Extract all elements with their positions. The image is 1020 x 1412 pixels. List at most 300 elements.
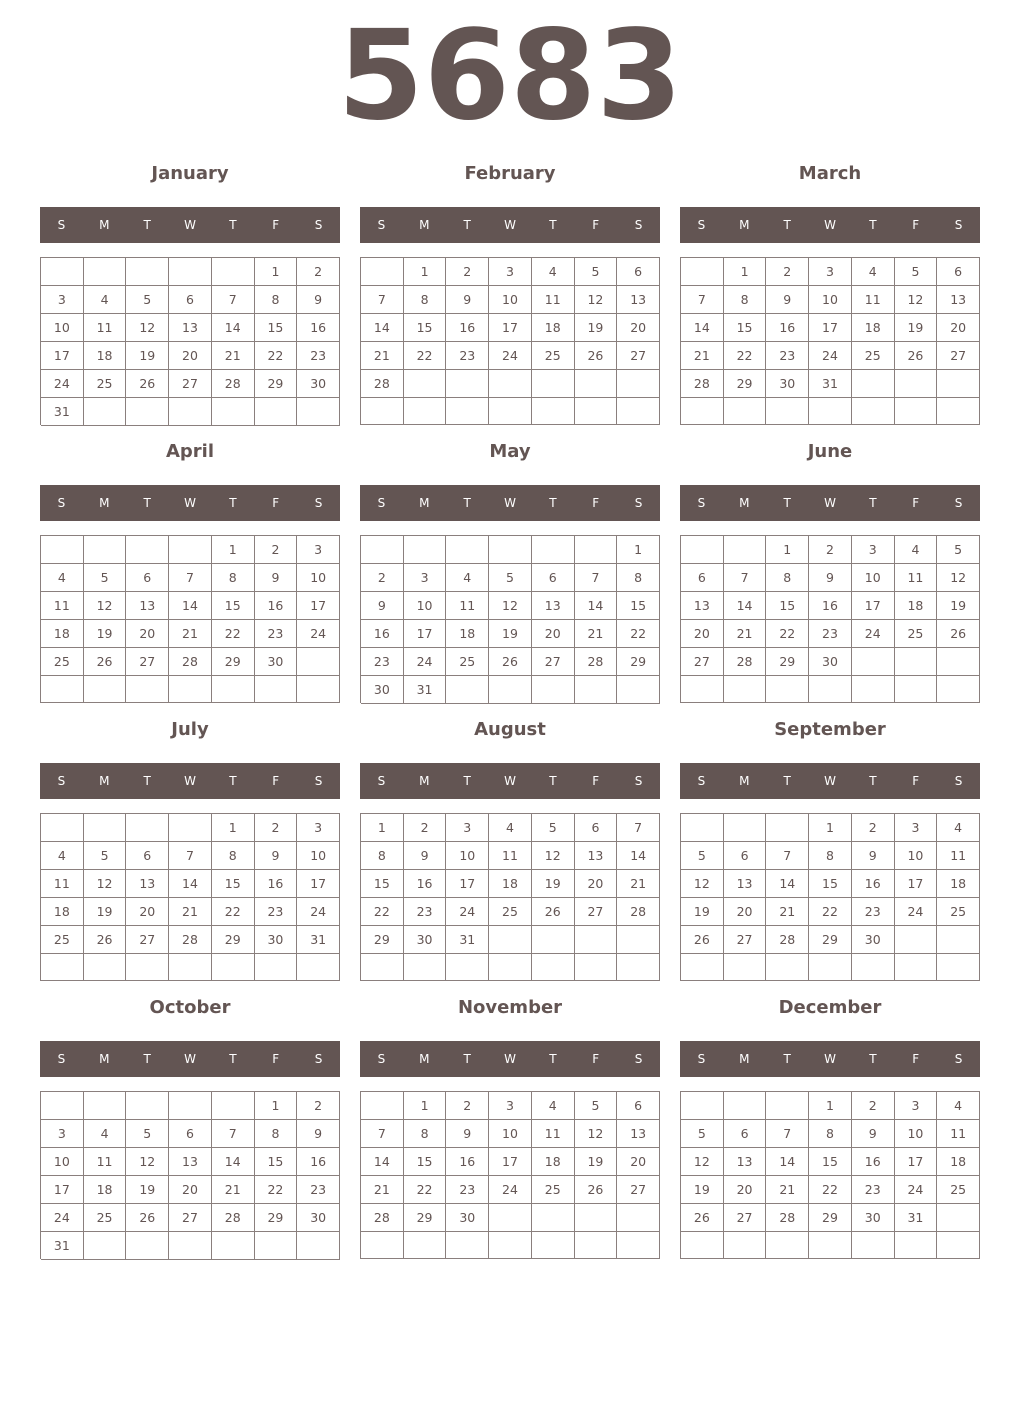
day-cell: 23 [809,620,852,648]
empty-cell [724,676,767,703]
empty-cell [937,1204,980,1232]
weekday-label: M [419,496,430,510]
empty-cell [937,398,980,425]
weekday-label: W [504,218,516,232]
day-grid [680,535,980,703]
weekday-label: S [57,218,66,232]
day-cell: 3 [489,1092,532,1120]
empty-cell [126,1092,169,1120]
day-cell: 19 [575,1148,618,1176]
day-cell: 28 [212,370,255,398]
day-cell: 8 [255,286,298,314]
day-cell: 1 [255,258,298,286]
day-cell: 17 [489,1148,532,1176]
day-cell: 24 [895,1176,938,1204]
day-cell: 2 [255,814,298,842]
day-cell: 22 [617,620,660,648]
day-cell: 25 [84,1204,127,1232]
day-cell: 5 [84,564,127,592]
day-cell: 10 [404,592,447,620]
empty-cell [255,398,298,426]
weekday-label: F [272,496,280,510]
day-cell: 9 [446,286,489,314]
day-cell: 31 [809,370,852,398]
day-cell: 24 [489,342,532,370]
day-cell: 27 [724,1204,767,1232]
empty-cell [809,954,852,981]
day-cell: 11 [84,314,127,342]
weekday-label: T [229,496,237,510]
weekday-header [360,485,660,521]
weekday-label: W [504,774,516,788]
weekday-label: W [184,1052,196,1066]
day-cell: 24 [41,370,84,398]
day-cell: 23 [297,1176,340,1204]
weekday-label: M [419,1052,430,1066]
empty-cell [489,926,532,954]
day-cell: 6 [617,258,660,286]
day-cell: 28 [766,1204,809,1232]
day-cell: 3 [895,814,938,842]
empty-cell [297,1232,340,1260]
empty-cell [575,398,618,425]
day-cell: 10 [489,1120,532,1148]
day-cell: 16 [766,314,809,342]
weekday-label: S [634,774,643,788]
weekday-label: T [783,218,791,232]
day-cell: 3 [297,536,340,564]
weekday-label: T [783,1052,791,1066]
day-cell: 12 [681,870,724,898]
empty-cell [126,536,169,564]
day-cell: 22 [766,620,809,648]
day-cell: 16 [361,620,404,648]
day-cell: 8 [766,564,809,592]
day-cell: 10 [297,842,340,870]
day-cell: 13 [126,870,169,898]
weekday-label: W [504,1052,516,1066]
empty-cell [532,1232,575,1259]
weekday-label: S [377,774,386,788]
weekday-label: F [592,1052,600,1066]
day-cell: 2 [852,1092,895,1120]
day-cell: 12 [575,1120,618,1148]
day-cell: 15 [809,1148,852,1176]
day-grid [40,257,340,425]
empty-cell [681,676,724,703]
day-cell: 23 [255,620,298,648]
day-cell: 4 [41,564,84,592]
weekday-label: S [57,496,66,510]
day-grid [680,813,980,981]
day-cell: 10 [297,564,340,592]
empty-cell [575,926,618,954]
day-cell: 5 [681,1120,724,1148]
empty-cell [937,926,980,954]
day-cell: 2 [297,1092,340,1120]
day-cell: 17 [404,620,447,648]
empty-cell [895,648,938,676]
weekday-label: S [697,496,706,510]
day-cell: 29 [255,1204,298,1232]
day-cell: 14 [575,592,618,620]
day-cell: 19 [126,342,169,370]
day-cell: 24 [297,898,340,926]
day-cell: 14 [212,1148,255,1176]
day-cell: 1 [212,536,255,564]
empty-cell [84,814,127,842]
day-cell: 7 [766,1120,809,1148]
empty-cell [126,398,169,426]
day-grid [360,1091,660,1259]
day-cell: 9 [404,842,447,870]
weekday-label: T [783,774,791,788]
day-cell: 25 [41,926,84,954]
empty-cell [766,954,809,981]
weekday-label: S [57,774,66,788]
day-cell: 20 [532,620,575,648]
empty-cell [255,954,298,981]
day-cell: 11 [446,592,489,620]
day-cell: 7 [361,1120,404,1148]
day-cell: 28 [766,926,809,954]
day-cell: 25 [41,648,84,676]
empty-cell [446,536,489,564]
empty-cell [41,814,84,842]
day-cell: 10 [446,842,489,870]
day-cell: 13 [126,592,169,620]
day-cell: 12 [532,842,575,870]
day-cell: 30 [852,1204,895,1232]
empty-cell [532,954,575,981]
day-cell: 7 [724,564,767,592]
weekday-header [680,485,980,521]
month-title: December [778,997,882,1018]
weekday-header [360,763,660,799]
day-cell: 19 [84,898,127,926]
empty-cell [84,1092,127,1120]
day-cell: 2 [766,258,809,286]
empty-cell [617,370,660,398]
day-cell: 19 [681,898,724,926]
month-title: April [165,441,215,462]
day-cell: 13 [575,842,618,870]
day-cell: 6 [169,286,212,314]
day-cell: 16 [297,314,340,342]
day-cell: 19 [532,870,575,898]
day-cell: 18 [937,870,980,898]
empty-cell [852,1232,895,1259]
day-cell: 3 [446,814,489,842]
day-cell: 7 [766,842,809,870]
empty-cell [84,258,127,286]
day-grid [360,813,660,981]
empty-cell [809,676,852,703]
day-cell: 7 [681,286,724,314]
day-cell: 20 [724,898,767,926]
day-cell: 26 [895,342,938,370]
day-cell: 14 [681,314,724,342]
day-cell: 28 [361,370,404,398]
day-cell: 25 [532,1176,575,1204]
weekday-label: S [954,774,963,788]
day-cell: 22 [809,898,852,926]
day-cell: 12 [575,286,618,314]
day-cell: 7 [361,286,404,314]
day-cell: 14 [766,1148,809,1176]
day-cell: 7 [169,564,212,592]
day-cell: 7 [212,286,255,314]
empty-cell [361,1092,404,1120]
day-cell: 9 [255,842,298,870]
day-cell: 19 [126,1176,169,1204]
empty-cell [852,370,895,398]
empty-cell [126,258,169,286]
day-cell: 24 [809,342,852,370]
day-cell: 10 [895,1120,938,1148]
weekday-header [360,1041,660,1077]
day-cell: 23 [446,342,489,370]
weekday-label: W [184,774,196,788]
day-cell: 27 [126,648,169,676]
weekday-label: W [184,218,196,232]
weekday-label: S [954,218,963,232]
day-cell: 13 [532,592,575,620]
weekday-label: F [912,218,920,232]
empty-cell [766,1092,809,1120]
empty-cell [852,398,895,425]
day-cell: 14 [361,1148,404,1176]
day-cell: 6 [532,564,575,592]
day-cell: 28 [681,370,724,398]
day-cell: 21 [212,1176,255,1204]
weekday-label: M [739,218,750,232]
day-cell: 29 [724,370,767,398]
day-grid [40,1091,340,1259]
day-cell: 13 [937,286,980,314]
day-cell: 23 [852,898,895,926]
empty-cell [532,398,575,425]
day-cell: 3 [297,814,340,842]
empty-cell [681,258,724,286]
day-cell: 13 [169,314,212,342]
weekday-label: T [463,1052,471,1066]
weekday-header [40,207,340,243]
month-title: September [774,719,886,740]
day-cell: 30 [255,648,298,676]
empty-cell [852,954,895,981]
day-cell: 27 [169,370,212,398]
day-cell: 21 [361,1176,404,1204]
weekday-label: S [697,218,706,232]
day-cell: 10 [852,564,895,592]
day-grid [680,257,980,425]
empty-cell [126,676,169,703]
day-cell: 28 [575,648,618,676]
month-title: March [798,163,862,184]
day-cell: 17 [895,870,938,898]
weekday-label: W [504,496,516,510]
day-cell: 5 [532,814,575,842]
day-cell: 18 [41,898,84,926]
day-cell: 21 [212,342,255,370]
day-grid [680,1091,980,1259]
day-cell: 5 [937,536,980,564]
day-cell: 11 [489,842,532,870]
day-cell: 8 [404,1120,447,1148]
day-cell: 20 [681,620,724,648]
day-cell: 20 [126,620,169,648]
day-cell: 26 [681,1204,724,1232]
empty-cell [169,536,212,564]
day-cell: 18 [532,1148,575,1176]
empty-cell [937,954,980,981]
day-cell: 9 [255,564,298,592]
empty-cell [446,954,489,981]
day-cell: 24 [297,620,340,648]
weekday-label: T [143,1052,151,1066]
day-grid [360,257,660,425]
empty-cell [169,676,212,703]
weekday-label: T [783,496,791,510]
empty-cell [489,398,532,425]
day-cell: 18 [937,1148,980,1176]
empty-cell [84,954,127,981]
day-cell: 26 [937,620,980,648]
weekday-label: T [143,218,151,232]
day-cell: 30 [361,676,404,704]
month-title: January [151,163,229,184]
day-cell: 31 [41,398,84,426]
day-cell: 2 [446,258,489,286]
day-cell: 28 [169,926,212,954]
empty-cell [169,1232,212,1260]
day-cell: 11 [84,1148,127,1176]
weekday-label: W [824,774,836,788]
day-cell: 19 [489,620,532,648]
weekday-label: M [99,774,110,788]
empty-cell [489,954,532,981]
day-cell: 24 [404,648,447,676]
empty-cell [617,676,660,704]
day-cell: 19 [937,592,980,620]
weekday-header [40,1041,340,1077]
empty-cell [895,398,938,425]
empty-cell [724,1092,767,1120]
day-cell: 25 [84,370,127,398]
day-cell: 19 [895,314,938,342]
day-cell: 10 [809,286,852,314]
empty-cell [489,536,532,564]
day-cell: 2 [809,536,852,564]
day-cell: 9 [297,286,340,314]
day-cell: 1 [766,536,809,564]
empty-cell [937,1232,980,1259]
empty-cell [489,1232,532,1259]
day-cell: 28 [361,1204,404,1232]
empty-cell [361,536,404,564]
day-cell: 23 [766,342,809,370]
empty-cell [681,814,724,842]
empty-cell [575,1204,618,1232]
weekday-label: S [314,1052,323,1066]
empty-cell [361,258,404,286]
day-cell: 6 [126,842,169,870]
weekday-header [40,485,340,521]
weekday-label: F [272,1052,280,1066]
weekday-label: S [377,1052,386,1066]
day-cell: 5 [895,258,938,286]
day-cell: 9 [297,1120,340,1148]
empty-cell [212,1092,255,1120]
day-cell: 2 [852,814,895,842]
day-cell: 27 [575,898,618,926]
weekday-label: S [954,496,963,510]
month-title: June [807,441,853,462]
day-cell: 19 [575,314,618,342]
empty-cell [169,814,212,842]
empty-cell [297,954,340,981]
day-cell: 8 [212,564,255,592]
day-cell: 30 [446,1204,489,1232]
day-cell: 8 [809,1120,852,1148]
weekday-label: T [549,1052,557,1066]
day-cell: 6 [937,258,980,286]
day-cell: 27 [169,1204,212,1232]
empty-cell [126,954,169,981]
day-cell: 15 [255,1148,298,1176]
day-cell: 22 [361,898,404,926]
empty-cell [84,676,127,703]
empty-cell [404,1232,447,1259]
day-cell: 2 [446,1092,489,1120]
day-cell: 3 [809,258,852,286]
day-cell: 18 [41,620,84,648]
weekday-label: F [272,774,280,788]
day-cell: 12 [126,1148,169,1176]
day-cell: 4 [937,1092,980,1120]
empty-cell [937,370,980,398]
weekday-label: T [229,1052,237,1066]
day-cell: 29 [766,648,809,676]
empty-cell [532,536,575,564]
day-cell: 23 [852,1176,895,1204]
day-cell: 24 [41,1204,84,1232]
day-cell: 9 [809,564,852,592]
weekday-label: T [869,496,877,510]
day-cell: 1 [404,258,447,286]
day-cell: 5 [575,1092,618,1120]
empty-cell [297,676,340,703]
day-cell: 7 [575,564,618,592]
day-cell: 16 [852,870,895,898]
day-cell: 26 [575,342,618,370]
day-cell: 21 [681,342,724,370]
day-cell: 18 [84,342,127,370]
empty-cell [489,370,532,398]
day-cell: 15 [404,1148,447,1176]
day-cell: 27 [937,342,980,370]
day-cell: 27 [126,926,169,954]
day-cell: 17 [852,592,895,620]
day-cell: 6 [681,564,724,592]
empty-cell [532,676,575,704]
day-cell: 17 [489,314,532,342]
day-cell: 12 [895,286,938,314]
day-cell: 16 [809,592,852,620]
day-cell: 27 [724,926,767,954]
day-cell: 1 [809,1092,852,1120]
